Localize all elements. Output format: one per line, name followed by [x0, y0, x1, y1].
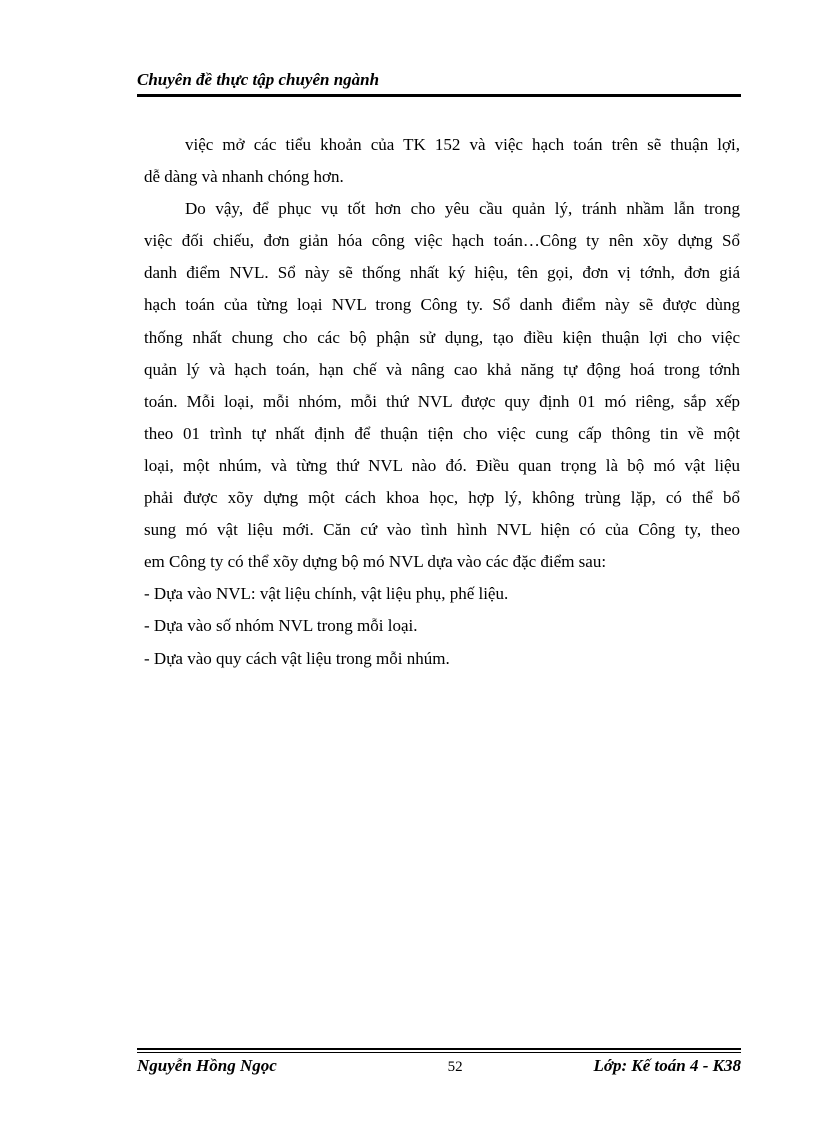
text-line: - Dựa vào NVL: vật liệu chính, vật liệu phụ, phế liệu. [144, 584, 509, 604]
text-line: loại, một nhúm, và từng thứ NVL nào đó. Điều quan trọng là bộ mó vật liệu [144, 455, 740, 475]
class-label: Lớp: Kế toán 4 - K38 [593, 1056, 741, 1075]
text-line: - Dựa vào quy cách vật liệu trong mỗi nhúm. [144, 648, 450, 668]
text-line: dễ dàng và nhanh chóng hơn. [144, 167, 344, 187]
text-line: việc mở các tiểu khoản của TK 152 và việc hạch toán trên sẽ thuận lợi, [185, 135, 740, 154]
text-line: toán. Mỗi loại, mỗi nhóm, mỗi thứ NVL được quy định 01 mó riêng, sắp xếp [144, 391, 740, 411]
text-line: phải được xõy dựng một cách khoa học, hợp lý, không trùng lặp, có thể bổ [144, 488, 740, 508]
author-name: Nguyễn Hồng Ngọc [137, 1056, 277, 1075]
page-number: 52 [447, 1059, 463, 1075]
footer-rule-thin [137, 1052, 741, 1053]
text-line: quản lý và hạch toán, hạn chế và nâng cao khả năng tự động hoá trong tớnh [144, 359, 740, 379]
text-line: Do vậy, để phục vụ tốt hơn cho yêu cầu quản lý, tránh nhầm lẫn trong [185, 199, 740, 219]
text-line: danh điểm NVL. Sổ này sẽ thống nhất ký hiệu, tên gọi, đơn vị tớnh, đơn giá [144, 263, 740, 283]
text-line: sung mó vật liệu mới. Căn cứ vào tình hình NVL hiện có của Công ty, theo [144, 520, 740, 540]
running-footer [137, 1056, 741, 1076]
text-line: thống nhất chung cho các bộ phận sử dụng, tạo điều kiện thuận lợi cho việc [144, 327, 740, 347]
text-line: việc đối chiếu, đơn giản hóa công việc hạch toán…Công ty nên xõy dựng Sổ [144, 231, 740, 251]
footer-rule [137, 1048, 741, 1050]
text-line: theo 01 trình tự nhất định để thuận tiện cho việc cung cấp thông tin về một [144, 423, 740, 443]
text-line: - Dựa vào số nhóm NVL trong mỗi loại. [144, 616, 418, 636]
header-rule [137, 94, 741, 97]
body-text [144, 132, 740, 678]
running-header: Chuyên đề thực tập chuyên ngành [137, 70, 380, 89]
text-line: em Công ty có thể xõy dựng bộ mó NVL dựa vào các đặc điểm sau: [144, 552, 607, 572]
text-line: hạch toán của từng loại NVL trong Công ty. Sổ danh điểm này sẽ được dùng [144, 295, 740, 315]
